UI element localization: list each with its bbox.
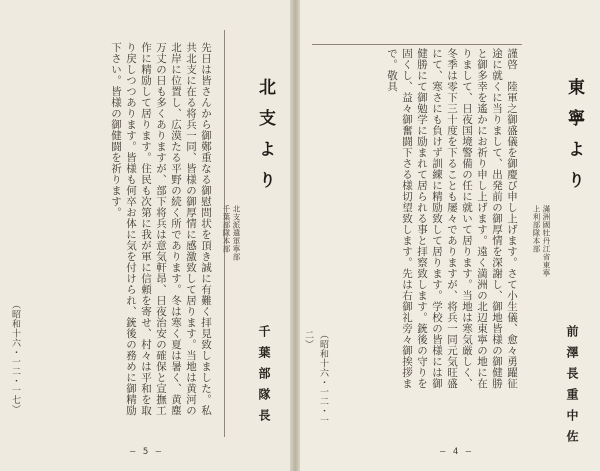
left-affiliation-2: 千葉部隊本部 xyxy=(222,205,231,253)
right-affiliation-1: 滿洲國牡丹江省東寧 xyxy=(542,205,551,277)
left-date-note: （昭和十六・一二・一七） xyxy=(10,300,20,414)
right-page-title: 東寧より xyxy=(564,78,584,202)
left-page-number: ― 5 ― xyxy=(130,447,163,457)
left-page-title: 北支より xyxy=(255,78,275,202)
left-page xyxy=(0,0,293,471)
right-page xyxy=(300,0,600,471)
left-author: 千葉部隊長 xyxy=(257,325,271,430)
right-author: 前澤長重中佐 xyxy=(565,325,579,451)
right-page-number: ― 4 ― xyxy=(440,447,473,457)
right-body-text: 謹啓 陸軍之御盛儀を御慶び申し上げます。さて小生儀、愈々勇躍征途に就くに当りまして、出発前の御厚情を深謝し、御地皆様の御健勝と御多幸を遙かにお祈り申し上げます。遠く満洲の北辺東寧の地に在りまして、日夜国境警備の任に就いて居ります。当地は寒気厳しく、冬季は零下三十度を下ることも屡々でありますが、将兵一同元気旺盛にて、寒さにも負けず訓練に精励致して居ります。学校の皆様には御健勝にて御勉学に励まれて居られる事と拝察致します。銃後の守りを固くし、益々御奮闘下さる様切望致します。先は右御礼旁々御挨拶まで。敬具 xyxy=(386,48,518,389)
left-body-text: 先日は皆さんから御鄭重なる御慰問状を頂き誠に有難く拝見致しました。私共北支に在る将兵一同、皆様の御厚情に感激致して居ります。当地は黄河の北岸に位置し、広漠たる平野の続く所であります。冬は寒く夏は暑く、黄塵万丈の日も多くありますが、部下将兵は意気軒昂、日夜治安の確保と宣撫工作に精励して居ります。住民も次第に我が軍に信頼を寄せ、村々は平和を取り戻しつつあります。皆様も何卒お体に気を付けられ、銃後の務めに御精励下さい。皆様の御健闘を祈ります。 xyxy=(110,42,212,416)
left-affiliation-1: 北支派遣軍寧部 xyxy=(232,205,241,261)
right-affiliation-2: 上利部隊本部 xyxy=(532,205,541,253)
right-date-note: （昭和十六・一二・一二） xyxy=(303,330,328,425)
right-top-rule xyxy=(312,44,522,45)
